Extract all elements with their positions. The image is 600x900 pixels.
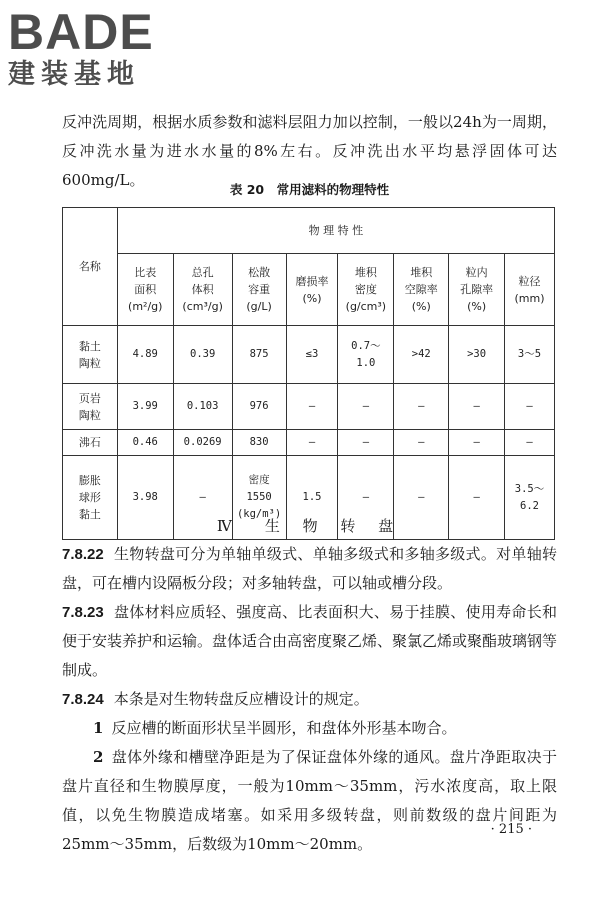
table-cell — [338, 384, 394, 430]
table-cell — [117, 326, 173, 384]
row-name — [63, 326, 118, 384]
cell-line: 3.99 — [132, 400, 158, 412]
header-line: 空隙率 — [404, 283, 438, 296]
cell-line: 1.0 — [356, 356, 376, 369]
table-cell — [117, 384, 173, 430]
cell-line: 3.98 — [132, 491, 158, 503]
cell-line: >30 — [467, 348, 487, 360]
header-line: 体积 — [191, 283, 214, 296]
column-header-name: 名称 — [63, 208, 118, 326]
row-name — [63, 430, 118, 456]
name-line: 页岩 — [78, 391, 101, 405]
name-line: 沸石 — [78, 436, 101, 449]
logo-subtitle: 建装基地 — [8, 59, 140, 90]
header-line: 密度 — [354, 283, 377, 296]
table-cell — [449, 384, 505, 430]
header-line: 比表 — [134, 266, 157, 279]
header-line: 松散 — [248, 266, 271, 279]
item-number: 1 — [93, 719, 104, 737]
table-cell — [286, 326, 338, 384]
cell-line: — — [308, 436, 316, 448]
cell-line: — — [418, 400, 425, 412]
list-item-2 — [62, 743, 557, 859]
table-cell — [286, 430, 338, 456]
cell-line: — — [199, 491, 206, 503]
header-line: 容重 — [248, 283, 271, 296]
section-heading: Ⅳ 生 物 转 盘 — [216, 517, 403, 535]
filter-properties-table — [62, 207, 555, 540]
header-line: 堆积 — [354, 266, 377, 279]
cell-line: — — [473, 400, 480, 412]
column-header — [286, 254, 338, 326]
column-header — [394, 254, 449, 326]
table-cell — [173, 430, 232, 456]
cell-line: — — [362, 400, 370, 412]
item-text: 反应槽的断面形状呈半圆形，和盘体外形基本吻合。 — [111, 719, 457, 737]
column-header — [117, 254, 173, 326]
row-name — [63, 384, 118, 430]
clause-number: 7.8.22 — [62, 546, 104, 563]
cell-line: 3～5 — [517, 348, 542, 360]
cell-line: (kg/m³) — [236, 508, 282, 520]
cell-line: >42 — [411, 348, 431, 360]
cell-line: 密度 — [248, 474, 270, 486]
cell-line: 4.89 — [132, 348, 158, 360]
column-header — [173, 254, 232, 326]
table-cell — [505, 326, 555, 384]
cell-line: — — [473, 436, 480, 448]
clause-text: 生物转盘可分为单轴单级式、单轴多级式和多轴多级式。对单轴转盘，可在槽内设隔板分段；对多轴转盘，可以轴或槽分段。 — [62, 545, 557, 592]
cell-line: 976 — [249, 400, 269, 412]
cell-line: 0.0269 — [183, 436, 222, 448]
list-item-1 — [62, 714, 557, 743]
table-cell — [394, 384, 449, 430]
table-row — [63, 326, 555, 384]
header-line: (%) — [302, 291, 322, 305]
column-header — [505, 254, 555, 326]
cell-line: — — [473, 491, 480, 503]
body-text — [62, 540, 557, 859]
column-group-header: 物 理 特 性 — [117, 208, 554, 254]
table-cell — [117, 430, 173, 456]
cell-line: 0.7～ — [351, 339, 381, 352]
table-cell — [173, 384, 232, 430]
cell-line: — — [418, 436, 425, 448]
table-row — [63, 430, 555, 456]
table-cell — [232, 384, 286, 430]
table-row — [63, 384, 555, 430]
header-line: (mm) — [514, 291, 545, 305]
table-cell — [173, 326, 232, 384]
header-line: 孔隙率 — [460, 283, 494, 296]
name-line: 陶粒 — [78, 408, 101, 422]
cell-line: 0.46 — [132, 436, 158, 448]
header-line: 粒径 — [518, 274, 541, 288]
cell-line: 6.2 — [520, 499, 539, 512]
clause-7-8-22 — [62, 540, 557, 598]
logo-text: BADE — [8, 4, 154, 60]
header-line: (m²/g) — [128, 300, 163, 313]
clause-number: 7.8.23 — [62, 604, 104, 621]
table-title: 表 20 常用滤料的物理特性 — [229, 182, 390, 197]
header-line: (g/cm³) — [345, 300, 387, 313]
intro-paragraph: 反冲洗周期，根据水质参数和滤料层阻力加以控制，一般以24h为一周期，反冲洗水量为进水水量的8%左右。反冲洗出水平均悬浮固体可达600mg/L。 — [62, 113, 557, 189]
item-number: 2 — [93, 748, 104, 766]
header-line: (%) — [411, 300, 431, 313]
cell-line: 875 — [249, 348, 269, 360]
column-header — [449, 254, 505, 326]
header-line: 总孔 — [191, 266, 214, 279]
item-text: 盘体外缘和槽壁净距是为了保证盘体外缘的通风。盘片净距取决于盘片直径和生物膜厚度，一般为10mm～35mm，污水浓度高，取上限值，以免生物膜造成堵塞。如采用多级转盘，则前数级的盘片间距为25mm～35mm，后数级为10mm～20mm。 — [62, 748, 557, 853]
clause-text: 本条是对生物转盘反应槽设计的规定。 — [113, 690, 369, 708]
cell-line: — — [418, 491, 425, 503]
header-line: (g/L) — [246, 300, 272, 313]
cell-line: — — [362, 436, 370, 448]
cell-line: 1550 — [246, 491, 272, 503]
cell-line: 0.39 — [190, 348, 216, 360]
cell-line: — — [526, 436, 533, 448]
cell-line: 0.103 — [186, 400, 219, 412]
column-header — [232, 254, 286, 326]
cell-line: — — [526, 400, 533, 412]
page-number: · 215 · — [490, 822, 532, 837]
table-cell — [449, 430, 505, 456]
name-line: 膨胀 — [78, 474, 101, 487]
clause-number: 7.8.24 — [62, 691, 104, 708]
name-line: 球形 — [78, 491, 101, 504]
header-line: 磨损率 — [295, 274, 329, 288]
header-line: (cm³/g) — [182, 300, 223, 313]
table-cell — [505, 384, 555, 430]
cell-line: 3.5～ — [514, 482, 545, 495]
table-cell — [286, 384, 338, 430]
table-cell — [394, 326, 449, 384]
name-line: 黏土 — [78, 339, 101, 353]
table-cell — [505, 430, 555, 456]
cell-line: 830 — [249, 436, 269, 448]
column-header — [338, 254, 394, 326]
header-line: (%) — [467, 300, 487, 313]
cell-line: — — [308, 400, 316, 412]
table-cell — [232, 326, 286, 384]
name-line: 陶粒 — [78, 356, 101, 370]
cell-line: ≤3 — [305, 348, 319, 360]
header-line: 粒内 — [465, 266, 488, 279]
table-cell — [449, 326, 505, 384]
header-line: 堆积 — [410, 266, 433, 279]
clause-7-8-23 — [62, 598, 557, 685]
table-cell — [232, 430, 286, 456]
clause-7-8-24 — [62, 685, 557, 714]
table-cell — [338, 430, 394, 456]
cell-line: 1.5 — [302, 491, 322, 503]
header-line: 面积 — [134, 283, 157, 296]
name-line: 黏土 — [78, 508, 101, 521]
clause-text: 盘体材料应质轻、强度高、比表面积大、易于挂膜、使用寿命长和便于安装养护和运输。盘体适合由高密度聚乙烯、聚氯乙烯或聚酯玻璃钢等制成。 — [62, 603, 558, 679]
cell-line: — — [362, 491, 370, 503]
brand-logo — [8, 6, 178, 90]
table-cell — [394, 430, 449, 456]
table-cell — [338, 326, 394, 384]
